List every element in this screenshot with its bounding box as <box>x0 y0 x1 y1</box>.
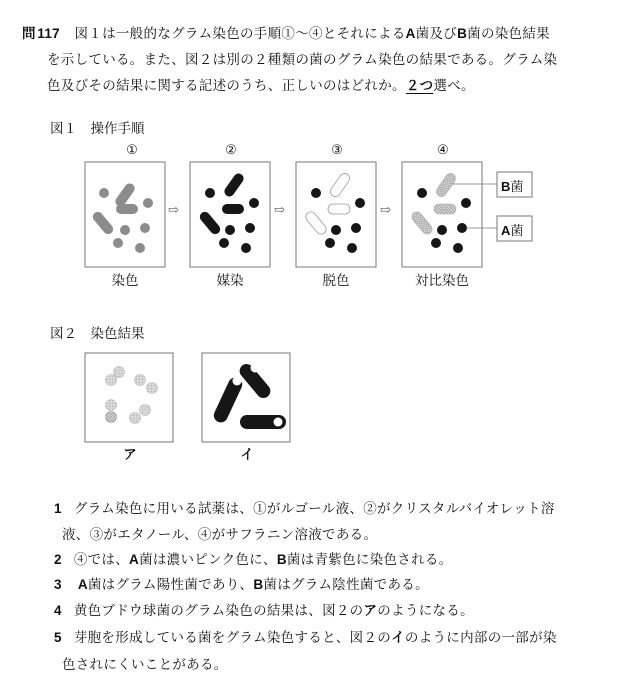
figure1-title: 図１ 操作手順 <box>50 121 145 137</box>
step2-number: ② <box>225 143 237 158</box>
question-line-2: を示している。また、図２は別の２種類の菌のグラム染色の結果である。グラム染 <box>47 52 558 68</box>
figure2-title: 図２ 染色結果 <box>50 326 145 342</box>
arrow-icon: ⇨ <box>380 203 391 218</box>
option-1-cont: 液、③がエタノール、④がサフラニン溶液である。 <box>62 527 378 543</box>
arrow-icon: ⇨ <box>274 203 285 218</box>
step1-panel <box>85 162 165 267</box>
figure2-panel-a <box>85 353 173 442</box>
question-number: 問 117 <box>22 26 60 41</box>
arrow-icon: ⇨ <box>168 203 179 218</box>
question-stem: 問 117 図１は一般的なグラム染色の手順①～④とそれによるA菌及びB菌の染色結果 <box>22 26 550 42</box>
a-bacteria-label: A菌 <box>501 223 524 239</box>
select-count: ２つ <box>405 78 434 93</box>
panel-a-caption: ア <box>123 447 137 462</box>
step1-caption: 染色 <box>111 273 139 289</box>
step2-caption: 媒染 <box>216 273 244 289</box>
step4-caption: 対比染色 <box>415 273 469 289</box>
option-3[interactable]: 3 A菌はグラム陽性菌であり、B菌はグラム陰性菌である。 <box>54 577 429 593</box>
step4-number: ④ <box>437 143 449 158</box>
figure2-panel-i <box>202 353 290 442</box>
step3-panel <box>296 162 376 267</box>
step1-number: ① <box>126 143 138 158</box>
b-bacteria-label: B菌 <box>501 179 524 195</box>
option-2[interactable]: 2 ④では、A菌は濃いピンク色に、B菌は青紫色に染色される。 <box>54 552 453 568</box>
panel-i-caption: イ <box>240 447 254 462</box>
option-5-cont: 色されにくいことがある。 <box>62 657 228 673</box>
rod <box>116 204 138 214</box>
option-1[interactable]: 1 グラム染色に用いる試薬は、①がルゴール液、②がクリスタルバイオレット溶 <box>54 501 555 517</box>
option-5[interactable]: 5 芽胞を形成している菌をグラム染色すると、図２のイのように内部の一部が染 <box>54 630 557 646</box>
step3-number: ③ <box>331 143 343 158</box>
step3-caption: 脱色 <box>322 273 350 289</box>
option-4[interactable]: 4 黄色ブドウ球菌のグラム染色の結果は、図２のアのようになる。 <box>54 603 474 619</box>
question-line-3: 色及びその結果に関する記述のうち、正しいのはどれか。２つ選べ。 <box>47 78 475 94</box>
step2-panel <box>190 162 270 267</box>
